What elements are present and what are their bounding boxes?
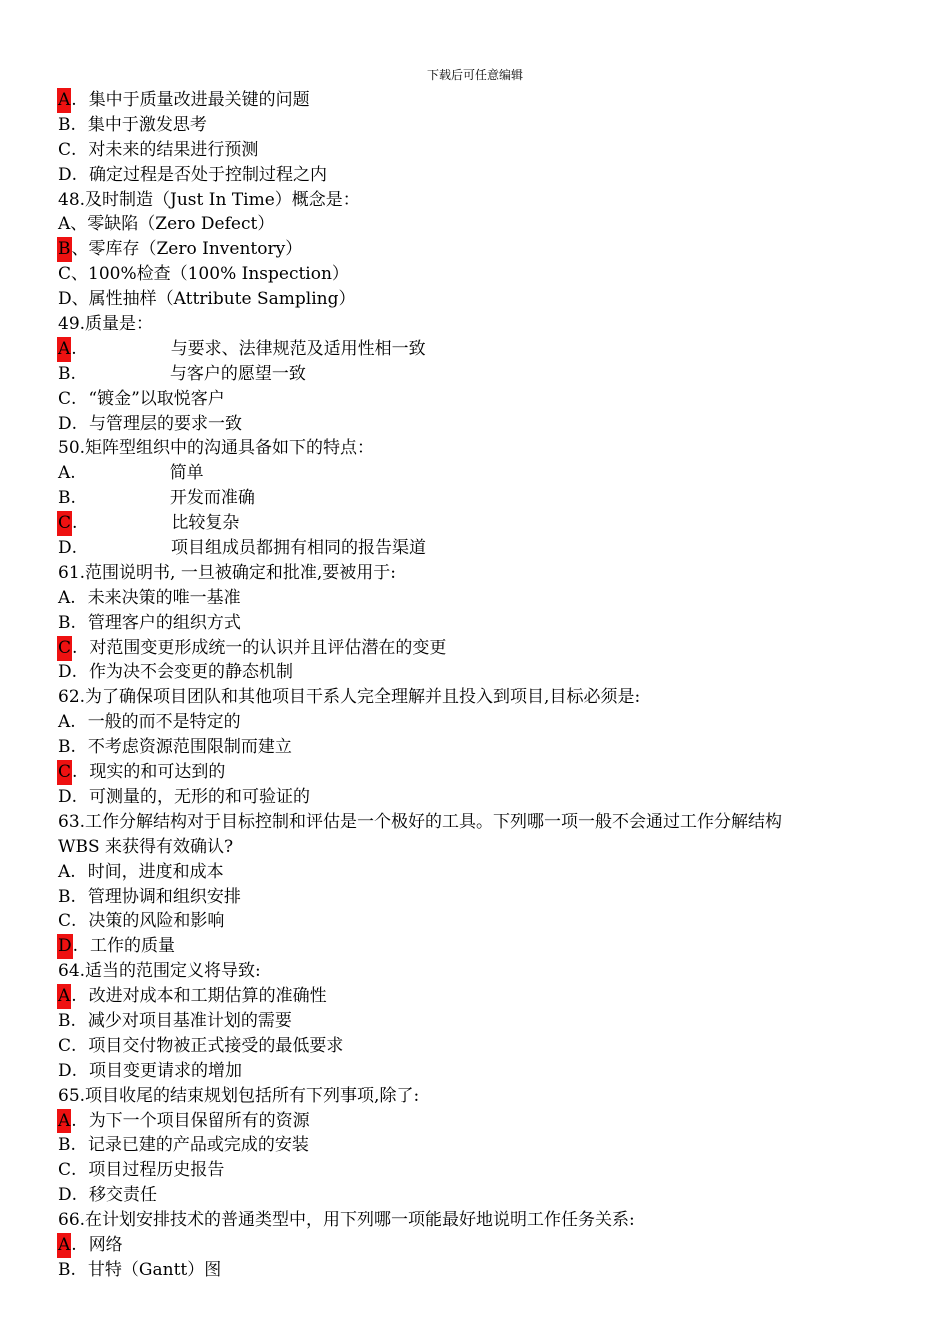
answer-letter: C [58,1160,72,1181]
answer-separator: . [70,488,76,509]
answer-letter: B [58,114,71,135]
question-text: 63.工作分解结构对于目标控制和评估是一个极好的工具。下列哪一项一般不会通过工作分解结构 [58,811,783,832]
answer-text: 开发而准确 [169,488,255,509]
answer-separator: . [71,338,77,359]
answer-separator: . [71,1110,77,1131]
answer-text: 项目组成员都拥有相同的报告渠道 [171,538,427,559]
answer-separator: . [71,164,78,185]
answer-separator: . [70,737,76,758]
answer-option [58,636,928,661]
answer-letter: D [58,1185,72,1206]
answer-option [58,586,928,611]
answer-letter-highlighted: A [57,337,71,362]
answer-separator: . [71,786,78,807]
answer-option [58,885,928,910]
answer-option [58,785,928,810]
answer-option [58,88,928,113]
answer-separator: . [70,463,76,484]
answer-letter: D [58,786,72,807]
answer-letter: C [58,388,72,409]
answer-separator: 、 [71,289,89,310]
answer-text: 不考虑资源范围限制而建立 [87,737,292,758]
answer-option [58,735,928,760]
answer-option [58,1133,928,1158]
answer-separator: . [70,886,76,907]
answer-option [58,536,928,561]
answer-separator: . [71,139,77,160]
answer-text: 100%检查（100% Inspection） [88,264,349,285]
answer-letter: D [58,164,72,185]
answer-separator: . [70,861,76,882]
answer-letter: C [58,139,72,160]
answer-separator: . [70,1135,76,1156]
answer-separator: . [71,662,78,683]
answer-text: 对未来的结果进行预测 [88,139,259,160]
answer-separator: . [70,587,76,608]
answer-text: 一般的而不是特定的 [87,712,241,733]
answer-letter: D [58,538,72,559]
answer-letter-highlighted: C [57,511,72,536]
answer-option [58,1034,928,1059]
answer-text: 零库存（Zero Inventory） [88,239,303,260]
answer-option [58,710,928,735]
question-text: 64.适当的范围定义将导致: [58,961,261,982]
answer-separator: . [72,513,78,534]
answer-text: 零缺陷（Zero Defect） [87,214,275,235]
answer-separator: . [70,363,76,384]
answer-separator: . [71,538,78,559]
page-header: 下载后可任意编辑 [426,68,523,82]
answer-option [58,909,928,934]
answer-letter: C [58,911,72,932]
answer-letter: D [58,289,72,310]
answer-option [58,511,928,536]
answer-text: 与要求、法律规范及适用性相一致 [170,338,426,359]
answer-letter: A [58,214,71,235]
answer-option [58,387,928,412]
answer-separator: 、 [70,214,88,235]
answer-letter: C [58,1035,72,1056]
answer-text: 简单 [169,463,204,484]
answer-option [58,660,928,685]
answer-separator: 、 [71,264,89,285]
answer-separator: . [72,762,78,783]
answer-letter: A [58,861,71,882]
answer-option [58,163,928,188]
answer-letter: B [58,886,71,907]
answer-option [58,760,928,785]
answer-letter: B [58,363,71,384]
answer-text: 项目过程历史报告 [88,1160,225,1181]
answer-option [58,113,928,138]
answer-option [58,934,928,959]
answer-separator: . [71,911,77,932]
answer-text: 对范围变更形成统一的认识并且评估潜在的变更 [89,637,447,658]
answer-text: 管理协调和组织安排 [87,886,241,907]
answer-letter: B [58,612,71,633]
answer-separator: . [71,986,77,1007]
answer-option [58,611,928,636]
answer-option [58,1109,928,1134]
answer-letter: A [58,463,71,484]
answer-option [58,138,928,163]
answer-option [58,461,928,486]
answer-option [58,860,928,885]
answer-text: 网络 [88,1234,123,1255]
answer-letter: A [58,587,71,608]
answer-letter: C [58,264,72,285]
answer-separator: . [71,1035,77,1056]
answer-option [58,362,928,387]
answer-text: 项目变更请求的增加 [89,1060,243,1081]
answer-text: 项目交付物被正式接受的最低要求 [88,1035,344,1056]
answer-letter: B [58,488,71,509]
answer-separator: 、 [71,239,89,260]
answer-separator: . [71,1234,77,1255]
question-text: WBS 来获得有效确认? [58,836,234,857]
question-text: 66.在计划安排技术的普通类型中，用下列哪一项能最好地说明工作任务关系: [58,1210,635,1231]
answer-separator: . [70,1259,76,1280]
answer-letter: A [58,712,71,733]
answer-text: 甘特（Gantt）图 [87,1259,222,1280]
answer-letter-highlighted: C [57,760,72,785]
answer-option [58,1158,928,1183]
answer-text: 作为决不会变更的静态机制 [89,662,294,683]
answer-option [58,984,928,1009]
answer-text: 可测量的，无形的和可验证的 [89,786,311,807]
answer-letter: B [58,737,71,758]
answer-separator: . [71,1160,77,1181]
answer-separator: . [72,637,78,658]
answer-letter-highlighted: C [57,636,72,661]
answer-text: 时间，进度和成本 [87,861,224,882]
answer-separator: . [70,114,76,135]
answer-text: 管理客户的组织方式 [87,612,241,633]
answer-option [58,1059,928,1084]
answer-letter: B [58,1135,71,1156]
answer-separator: . [70,1010,76,1031]
answer-separator: . [70,612,76,633]
answer-text: 集中于质量改进最关键的问题 [88,90,310,110]
answer-letter-highlighted: A [57,1233,71,1258]
answer-letter-highlighted: B [57,237,72,262]
answer-option [58,1258,928,1283]
answer-option [58,486,928,511]
answer-text: 减少对项目基准计划的需要 [87,1010,292,1031]
answer-letter: D [58,662,72,683]
answer-separator: . [70,712,76,733]
answer-option [58,237,928,262]
question-text: 65.项目收尾的结束规划包括所有下列事项,除了: [58,1085,420,1106]
question-text: 49.质量是： [58,314,154,335]
answer-text: 与客户的愿望一致 [169,363,306,384]
answer-text: 未来决策的唯一基准 [87,587,241,608]
answer-option [58,1233,928,1258]
answer-option [58,412,928,437]
answer-option [58,287,928,312]
answer-text: “镀金”以取悦客户 [88,388,225,409]
answer-text: 集中于激发思考 [87,114,207,135]
answer-separator: . [71,90,77,110]
answer-text: 为下一个项目保留所有的资源 [88,1110,310,1131]
answer-separator: . [71,388,77,409]
answer-text: 现实的和可达到的 [89,762,226,783]
answer-text: 属性抽样（Attribute Sampling） [88,289,356,310]
answer-separator: . [71,1060,78,1081]
answer-text: 移交责任 [89,1185,158,1206]
answer-letter-highlighted: D [57,934,73,959]
question-list [58,88,928,1283]
answer-letter: D [58,413,72,434]
answer-letter: D [58,1060,72,1081]
question-text: 61.范围说明书, 一旦被确定和批准,要被用于: [58,562,396,583]
answer-letter: B [58,1010,71,1031]
answer-text: 决策的风险和影响 [88,911,225,932]
answer-text: 确定过程是否处于控制过程之内 [89,164,328,185]
answer-separator: . [71,413,78,434]
answer-letter-highlighted: A [57,88,71,113]
answer-option [58,262,928,287]
question-text: 62.为了确保项目团队和其他项目干系人完全理解并且投入到项目,目标必须是: [58,687,641,708]
answer-separator: . [72,936,79,957]
answer-text: 与管理层的要求一致 [89,413,243,434]
answer-option [58,1009,928,1034]
answer-text: 记录已建的产品或完成的安装 [87,1135,309,1156]
answer-text: 改进对成本和工期估算的准确性 [88,986,327,1007]
answer-text: 比较复杂 [171,513,240,534]
answer-separator: . [71,1185,78,1206]
answer-letter-highlighted: A [57,1109,71,1134]
answer-option [58,1183,928,1208]
answer-text: 工作的质量 [90,936,176,957]
answer-option [58,212,928,237]
answer-letter-highlighted: A [57,984,71,1009]
question-text: 50.矩阵型组织中的沟通具备如下的特点： [58,438,375,459]
answer-letter: B [58,1259,71,1280]
question-text: 48.及时制造（Just In Time）概念是： [58,189,360,210]
answer-option [58,337,928,362]
